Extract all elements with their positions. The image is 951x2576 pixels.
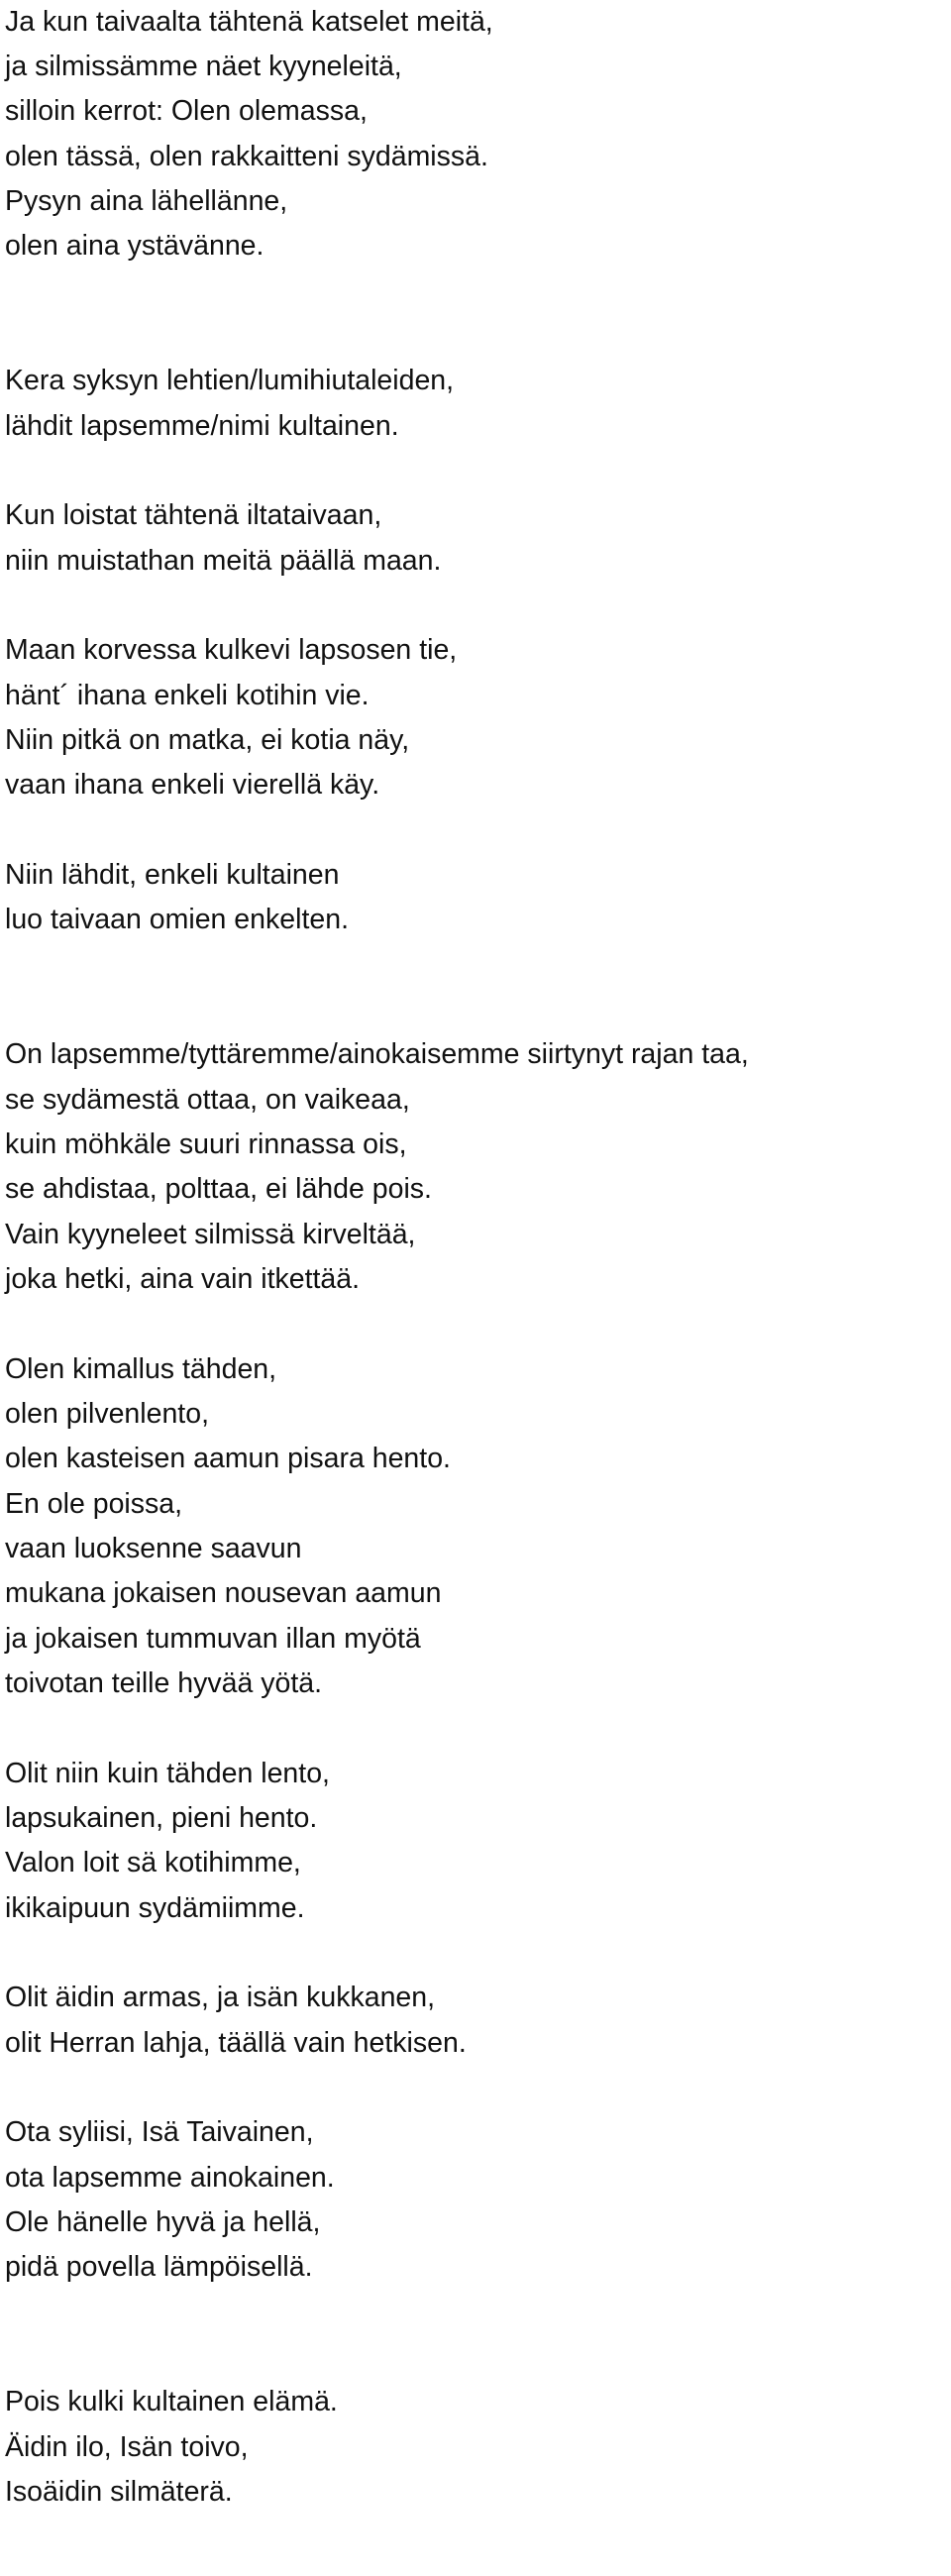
- poem-line: olen kasteisen aamun pisara hento.: [5, 1443, 451, 1474]
- poem-line: Kun loistat tähtenä iltataivaan,: [5, 499, 382, 531]
- poem-line: niin muistathan meitä päällä maan.: [5, 545, 442, 577]
- poem-line: Kera syksyn lehtien/lumihiutaleiden,: [5, 365, 455, 396]
- poem-line: olen tässä, olen rakkaitteni sydämissä.: [5, 141, 488, 172]
- poem-line: pidä povella lämpöisellä.: [5, 2251, 313, 2283]
- poem-line: Maan korvessa kulkevi lapsosen tie,: [5, 634, 458, 666]
- poem-line: Olen kimallus tähden,: [5, 1353, 277, 1385]
- poem-line: Äidin ilo, Isän toivo,: [5, 2431, 249, 2463]
- poem-line: Pysyn aina lähellänne,: [5, 185, 288, 217]
- poem-line: Niin lähdit, enkeli kultainen: [5, 859, 340, 891]
- poem-line: On lapsemme/tyttäremme/ainokaisemme siirtynyt rajan taa,: [5, 1038, 749, 1070]
- poem-line: Ota syliisi, Isä Taivainen,: [5, 2116, 314, 2148]
- poem-line: Isoäidin silmäterä.: [5, 2476, 233, 2508]
- poem-line: ikikaipuun sydämiimme.: [5, 1892, 305, 1924]
- poem-page: [5, 0, 946, 2576]
- poem-line: se ahdistaa, polttaa, ei lähde pois.: [5, 1173, 432, 1205]
- poem-line: ja jokaisen tummuvan illan myötä: [5, 1623, 421, 1655]
- poem-line: Olit niin kuin tähden lento,: [5, 1758, 330, 1789]
- poem-line: lähdit lapsemme/nimi kultainen.: [5, 410, 399, 442]
- poem-line: silloin kerrot: Olen olemassa,: [5, 95, 368, 127]
- poem-line: luo taivaan omien enkelten.: [5, 904, 349, 935]
- poem-line: ota lapsemme ainokainen.: [5, 2162, 335, 2194]
- poem-line: Pois kulki kultainen elämä.: [5, 2386, 338, 2417]
- poem-line: olit Herran lahja, täällä vain hetkisen.: [5, 2027, 467, 2059]
- poem-line: joka hetki, aina vain itkettää.: [5, 1263, 361, 1295]
- poem-line: mukana jokaisen nousevan aamun: [5, 1577, 442, 1609]
- poem-line: lapsukainen, pieni hento.: [5, 1802, 318, 1834]
- poem-line: ja silmissämme näet kyyneleitä,: [5, 51, 402, 82]
- poem-line: Olit äidin armas, ja isän kukkanen,: [5, 1982, 436, 2013]
- poem-line: toivotan teille hyvää yötä.: [5, 1667, 323, 1699]
- poem-line: vaan ihana enkeli vierellä käy.: [5, 769, 380, 801]
- poem-line: En ole poissa,: [5, 1488, 183, 1520]
- poem-line: kuin möhkäle suuri rinnassa ois,: [5, 1128, 407, 1160]
- poem-line: hänt´ ihana enkeli kotihin vie.: [5, 680, 370, 711]
- poem-line: vaan luoksenne saavun: [5, 1533, 302, 1564]
- poem-line: olen pilvenlento,: [5, 1398, 209, 1430]
- poem-line: Niin pitkä on matka, ei kotia näy,: [5, 724, 410, 756]
- poem-line: Ja kun taivaalta tähtenä katselet meitä,: [5, 6, 493, 38]
- poem-line: Vain kyyneleet silmissä kirveltää,: [5, 1219, 416, 1250]
- poem-line: se sydämestä ottaa, on vaikeaa,: [5, 1084, 410, 1116]
- poem-line: olen aina ystävänne.: [5, 230, 264, 262]
- poem-line: Valon loit sä kotihimme,: [5, 1847, 301, 1878]
- poem-line: Ole hänelle hyvä ja hellä,: [5, 2206, 321, 2238]
